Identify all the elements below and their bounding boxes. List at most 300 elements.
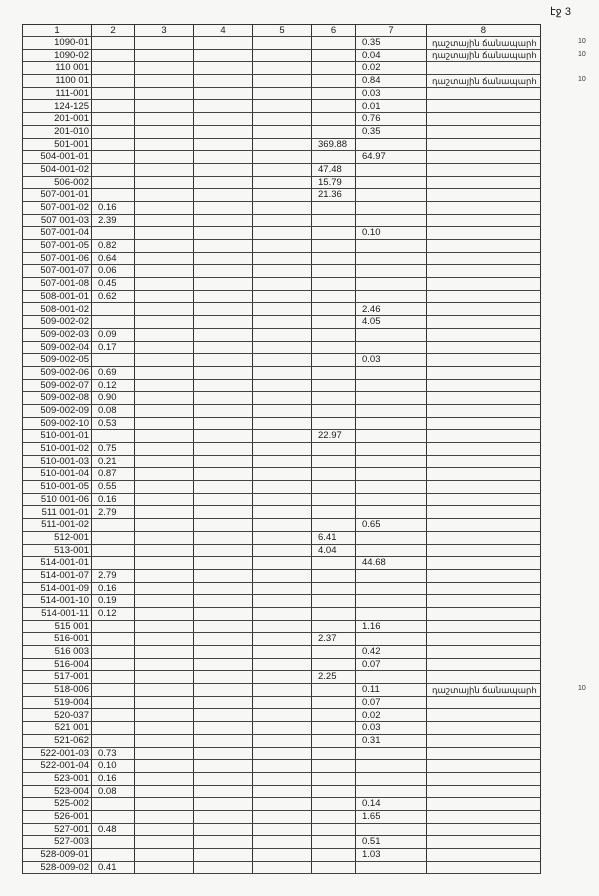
value-col3-cell <box>135 810 194 823</box>
value-col6-cell <box>312 417 356 430</box>
value-col5-cell <box>253 861 312 874</box>
value-col6-cell <box>312 493 356 506</box>
value-col5-cell <box>253 798 312 811</box>
value-col7-cell: 0.03 <box>356 722 427 735</box>
value-col5-cell <box>253 810 312 823</box>
value-col6-cell <box>312 607 356 620</box>
land-parcel-table <box>22 24 541 874</box>
value-col4-cell <box>194 557 253 570</box>
table-row <box>23 278 541 291</box>
value-col2-cell: 0.48 <box>92 823 135 836</box>
value-col2-cell: 0.21 <box>92 455 135 468</box>
value-col7-cell <box>356 785 427 798</box>
table-row <box>23 290 541 303</box>
note-cell <box>427 138 541 151</box>
value-col7-cell <box>356 265 427 278</box>
value-col4-cell <box>194 607 253 620</box>
note-cell <box>427 113 541 126</box>
value-col2-cell <box>92 849 135 862</box>
value-col2-cell <box>92 519 135 532</box>
value-col2-cell: 0.09 <box>92 328 135 341</box>
table-row <box>23 354 541 367</box>
value-col7-cell <box>356 404 427 417</box>
value-col7-cell <box>356 417 427 430</box>
value-col2-cell: 0.17 <box>92 341 135 354</box>
value-col7-cell <box>356 760 427 773</box>
value-col5-cell <box>253 785 312 798</box>
table-row <box>23 823 541 836</box>
parcel-code-cell: 523-001 <box>23 772 92 785</box>
value-col4-cell <box>194 620 253 633</box>
note-cell <box>427 836 541 849</box>
value-col3-cell <box>135 341 194 354</box>
value-col5-cell <box>253 201 312 214</box>
table-row <box>23 633 541 646</box>
value-col5-cell <box>253 519 312 532</box>
note-cell <box>427 849 541 862</box>
note-cell <box>427 772 541 785</box>
value-col6-cell <box>312 290 356 303</box>
value-col2-cell <box>92 316 135 329</box>
table-row <box>23 582 541 595</box>
value-col2-cell <box>92 810 135 823</box>
value-col2-cell <box>92 138 135 151</box>
parcel-code-cell: 510-001-02 <box>23 443 92 456</box>
value-col4-cell <box>194 404 253 417</box>
value-col6-cell <box>312 404 356 417</box>
parcel-code-cell: 514-001-11 <box>23 607 92 620</box>
parcel-code-cell: 509-002-09 <box>23 404 92 417</box>
note-cell <box>427 240 541 253</box>
value-col4-cell <box>194 646 253 659</box>
value-col4-cell <box>194 633 253 646</box>
value-col2-cell <box>92 37 135 50</box>
value-col3-cell <box>135 214 194 227</box>
column-number: 3 <box>135 25 194 37</box>
value-col7-cell <box>356 468 427 481</box>
value-col7-cell <box>356 201 427 214</box>
table-row <box>23 772 541 785</box>
value-col2-cell: 0.12 <box>92 607 135 620</box>
value-col7-cell <box>356 443 427 456</box>
note-cell <box>427 506 541 519</box>
value-col7-cell: 0.03 <box>356 354 427 367</box>
value-col2-cell <box>92 49 135 62</box>
parcel-code-cell: 525-002 <box>23 798 92 811</box>
note-cell <box>427 531 541 544</box>
value-col5-cell <box>253 379 312 392</box>
note-cell <box>427 734 541 747</box>
note-cell <box>427 481 541 494</box>
table-row <box>23 49 541 62</box>
value-col5-cell <box>253 151 312 164</box>
value-col6-cell <box>312 113 356 126</box>
value-col7-cell <box>356 607 427 620</box>
parcel-code-cell: 511 001-01 <box>23 506 92 519</box>
note-cell: դաշտային ճանապարհ <box>427 684 541 697</box>
value-col2-cell <box>92 684 135 697</box>
value-col6-cell <box>312 861 356 874</box>
value-col7-cell <box>356 278 427 291</box>
value-col4-cell <box>194 278 253 291</box>
parcel-code-cell: 510-001-01 <box>23 430 92 443</box>
value-col2-cell <box>92 62 135 75</box>
value-col4-cell <box>194 658 253 671</box>
value-col3-cell <box>135 366 194 379</box>
note-cell <box>427 278 541 291</box>
value-col6-cell <box>312 849 356 862</box>
value-col6-cell <box>312 836 356 849</box>
value-col5-cell <box>253 658 312 671</box>
value-col5-cell <box>253 557 312 570</box>
value-col7-cell <box>356 595 427 608</box>
parcel-code-cell: 526-001 <box>23 810 92 823</box>
parcel-code-cell: 110 001 <box>23 62 92 75</box>
value-col6-cell <box>312 506 356 519</box>
note-cell <box>427 151 541 164</box>
value-col4-cell <box>194 62 253 75</box>
value-col6-cell: 15.79 <box>312 176 356 189</box>
table-row <box>23 328 541 341</box>
note-cell <box>427 392 541 405</box>
table-row <box>23 861 541 874</box>
value-col4-cell <box>194 252 253 265</box>
value-col7-cell <box>356 138 427 151</box>
value-col3-cell <box>135 138 194 151</box>
value-col3-cell <box>135 430 194 443</box>
value-col6-cell <box>312 75 356 88</box>
note-cell <box>427 62 541 75</box>
value-col7-cell: 0.11 <box>356 684 427 697</box>
note-cell <box>427 354 541 367</box>
table-row <box>23 303 541 316</box>
table-row <box>23 75 541 88</box>
table-row <box>23 849 541 862</box>
note-cell <box>427 404 541 417</box>
value-col6-cell: 369.88 <box>312 138 356 151</box>
table-row <box>23 430 541 443</box>
value-col6-cell <box>312 49 356 62</box>
note-cell <box>427 607 541 620</box>
value-col2-cell: 0.75 <box>92 443 135 456</box>
note-cell <box>427 328 541 341</box>
parcel-code-cell: 504-001-01 <box>23 151 92 164</box>
parcel-code-cell: 514-001-10 <box>23 595 92 608</box>
table-row <box>23 569 541 582</box>
value-col6-cell <box>312 468 356 481</box>
parcel-code-cell: 509-002-08 <box>23 392 92 405</box>
value-col6-cell <box>312 557 356 570</box>
value-col5-cell <box>253 366 312 379</box>
note-cell <box>427 100 541 113</box>
value-col3-cell <box>135 747 194 760</box>
margin-mark: 10 <box>578 76 586 83</box>
value-col5-cell <box>253 684 312 697</box>
value-col4-cell <box>194 138 253 151</box>
value-col6-cell <box>312 823 356 836</box>
table-row <box>23 722 541 735</box>
table-row <box>23 201 541 214</box>
value-col5-cell <box>253 772 312 785</box>
value-col5-cell <box>253 709 312 722</box>
table-row <box>23 481 541 494</box>
parcel-code-cell: 509-002-07 <box>23 379 92 392</box>
note-cell <box>427 595 541 608</box>
value-col6-cell <box>312 810 356 823</box>
parcel-code-cell: 509-002-06 <box>23 366 92 379</box>
value-col5-cell <box>253 252 312 265</box>
value-col7-cell <box>356 747 427 760</box>
value-col7-cell <box>356 163 427 176</box>
parcel-code-cell: 1100 01 <box>23 75 92 88</box>
value-col4-cell <box>194 493 253 506</box>
table-row <box>23 240 541 253</box>
note-cell <box>427 468 541 481</box>
value-col7-cell <box>356 506 427 519</box>
value-col5-cell <box>253 49 312 62</box>
table-row <box>23 696 541 709</box>
value-col7-cell: 0.31 <box>356 734 427 747</box>
parcel-code-cell: 507-001-04 <box>23 227 92 240</box>
value-col5-cell <box>253 582 312 595</box>
value-col6-cell <box>312 646 356 659</box>
table-row <box>23 671 541 684</box>
table-row <box>23 544 541 557</box>
column-number: 8 <box>427 25 541 37</box>
value-col3-cell <box>135 328 194 341</box>
note-cell <box>427 189 541 202</box>
value-col5-cell <box>253 506 312 519</box>
table-row <box>23 151 541 164</box>
value-col7-cell <box>356 455 427 468</box>
value-col4-cell <box>194 772 253 785</box>
value-col6-cell <box>312 341 356 354</box>
note-cell <box>427 544 541 557</box>
table-row <box>23 316 541 329</box>
value-col6-cell <box>312 379 356 392</box>
value-col3-cell <box>135 265 194 278</box>
parcel-code-cell: 512-001 <box>23 531 92 544</box>
value-col7-cell: 4.05 <box>356 316 427 329</box>
value-col2-cell <box>92 227 135 240</box>
note-cell <box>427 620 541 633</box>
value-col7-cell: 0.76 <box>356 113 427 126</box>
note-cell <box>427 455 541 468</box>
table-row <box>23 531 541 544</box>
value-col7-cell: 64.97 <box>356 151 427 164</box>
note-cell <box>427 443 541 456</box>
value-col3-cell <box>135 100 194 113</box>
column-number: 5 <box>253 25 312 37</box>
value-col5-cell <box>253 595 312 608</box>
value-col5-cell <box>253 214 312 227</box>
value-col5-cell <box>253 493 312 506</box>
value-col3-cell <box>135 849 194 862</box>
value-col4-cell <box>194 341 253 354</box>
parcel-code-cell: 509-002-02 <box>23 316 92 329</box>
value-col4-cell <box>194 506 253 519</box>
value-col4-cell <box>194 125 253 138</box>
note-cell <box>427 493 541 506</box>
value-col4-cell <box>194 290 253 303</box>
value-col3-cell <box>135 531 194 544</box>
note-cell <box>427 671 541 684</box>
value-col4-cell <box>194 823 253 836</box>
value-col7-cell: 0.84 <box>356 75 427 88</box>
value-col3-cell <box>135 75 194 88</box>
value-col5-cell <box>253 316 312 329</box>
value-col3-cell <box>135 582 194 595</box>
value-col6-cell <box>312 569 356 582</box>
value-col3-cell <box>135 760 194 773</box>
value-col4-cell <box>194 696 253 709</box>
parcel-code-cell: 508-001-02 <box>23 303 92 316</box>
column-number: 2 <box>92 25 135 37</box>
note-cell <box>427 785 541 798</box>
value-col7-cell <box>356 189 427 202</box>
table-row <box>23 747 541 760</box>
value-col5-cell <box>253 341 312 354</box>
value-col5-cell <box>253 696 312 709</box>
value-col4-cell <box>194 849 253 862</box>
table-row <box>23 557 541 570</box>
parcel-code-cell: 523-004 <box>23 785 92 798</box>
table-row <box>23 684 541 697</box>
value-col5-cell <box>253 544 312 557</box>
value-col4-cell <box>194 240 253 253</box>
value-col5-cell <box>253 265 312 278</box>
parcel-code-cell: 507 001-03 <box>23 214 92 227</box>
value-col3-cell <box>135 316 194 329</box>
value-col4-cell <box>194 443 253 456</box>
value-col3-cell <box>135 861 194 874</box>
note-cell <box>427 366 541 379</box>
note-cell <box>427 176 541 189</box>
value-col2-cell: 0.87 <box>92 468 135 481</box>
value-col4-cell <box>194 37 253 50</box>
value-col3-cell <box>135 62 194 75</box>
table-header <box>23 25 541 37</box>
value-col2-cell: 0.55 <box>92 481 135 494</box>
value-col2-cell <box>92 798 135 811</box>
value-col2-cell <box>92 633 135 646</box>
value-col2-cell: 0.16 <box>92 201 135 214</box>
value-col6-cell <box>312 620 356 633</box>
value-col7-cell <box>356 176 427 189</box>
value-col6-cell: 2.37 <box>312 633 356 646</box>
note-cell <box>427 201 541 214</box>
table-row <box>23 468 541 481</box>
table-row <box>23 417 541 430</box>
page-number-label: էջ 3 <box>550 6 571 18</box>
parcel-code-cell: 508-001-01 <box>23 290 92 303</box>
value-col6-cell <box>312 658 356 671</box>
table-row <box>23 189 541 202</box>
value-col4-cell <box>194 684 253 697</box>
parcel-code-cell: 516-001 <box>23 633 92 646</box>
value-col6-cell <box>312 354 356 367</box>
value-col7-cell: 0.10 <box>356 227 427 240</box>
table-row <box>23 646 541 659</box>
value-col5-cell <box>253 569 312 582</box>
value-col4-cell <box>194 316 253 329</box>
table-row <box>23 760 541 773</box>
parcel-code-cell: 522-001-04 <box>23 760 92 773</box>
value-col6-cell <box>312 684 356 697</box>
value-col4-cell <box>194 430 253 443</box>
note-cell <box>427 823 541 836</box>
column-number: 7 <box>356 25 427 37</box>
note-cell <box>427 658 541 671</box>
value-col4-cell <box>194 163 253 176</box>
note-cell <box>427 557 541 570</box>
value-col3-cell <box>135 493 194 506</box>
value-col5-cell <box>253 481 312 494</box>
value-col5-cell <box>253 607 312 620</box>
value-col3-cell <box>135 836 194 849</box>
table-row <box>23 176 541 189</box>
value-col3-cell <box>135 696 194 709</box>
value-col3-cell <box>135 303 194 316</box>
value-col5-cell <box>253 303 312 316</box>
value-col2-cell: 2.39 <box>92 214 135 227</box>
value-col7-cell: 0.35 <box>356 37 427 50</box>
table-row <box>23 252 541 265</box>
value-col7-cell: 0.02 <box>356 709 427 722</box>
value-col3-cell <box>135 87 194 100</box>
table-row <box>23 37 541 50</box>
table-row <box>23 366 541 379</box>
value-col6-cell <box>312 201 356 214</box>
value-col3-cell <box>135 506 194 519</box>
value-col3-cell <box>135 519 194 532</box>
value-col3-cell <box>135 176 194 189</box>
table-row <box>23 455 541 468</box>
note-cell <box>427 265 541 278</box>
value-col6-cell: 2.25 <box>312 671 356 684</box>
value-col7-cell <box>356 861 427 874</box>
value-col2-cell <box>92 176 135 189</box>
value-col5-cell <box>253 646 312 659</box>
value-col4-cell <box>194 544 253 557</box>
value-col4-cell <box>194 455 253 468</box>
parcel-code-cell: 515 001 <box>23 620 92 633</box>
value-col7-cell <box>356 823 427 836</box>
value-col4-cell <box>194 151 253 164</box>
note-cell <box>427 163 541 176</box>
value-col6-cell <box>312 87 356 100</box>
parcel-code-cell: 521 001 <box>23 722 92 735</box>
value-col3-cell <box>135 633 194 646</box>
value-col3-cell <box>135 379 194 392</box>
value-col2-cell <box>92 125 135 138</box>
value-col5-cell <box>253 113 312 126</box>
parcel-code-cell: 509-002-05 <box>23 354 92 367</box>
value-col6-cell: 22.97 <box>312 430 356 443</box>
value-col5-cell <box>253 138 312 151</box>
value-col7-cell: 0.14 <box>356 798 427 811</box>
value-col5-cell <box>253 87 312 100</box>
table-row <box>23 734 541 747</box>
value-col6-cell <box>312 227 356 240</box>
parcel-code-cell: 527-001 <box>23 823 92 836</box>
value-col2-cell: 0.08 <box>92 785 135 798</box>
parcel-code-cell: 510-001-05 <box>23 481 92 494</box>
value-col5-cell <box>253 75 312 88</box>
value-col5-cell <box>253 125 312 138</box>
column-number: 4 <box>194 25 253 37</box>
note-cell <box>427 569 541 582</box>
